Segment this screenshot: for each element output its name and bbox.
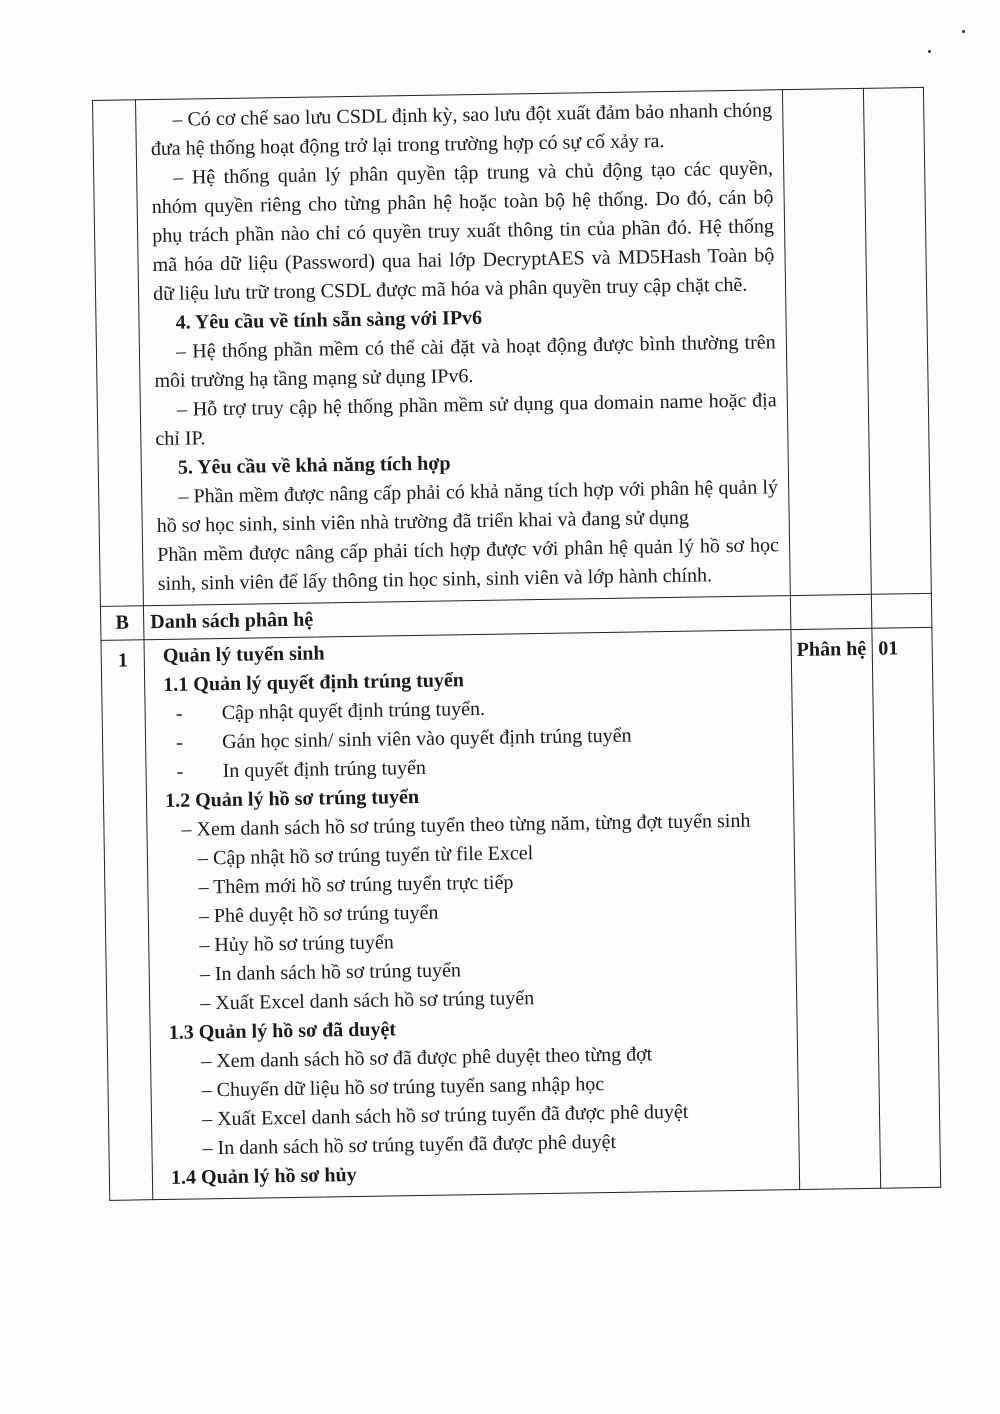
list-item: – Phê duyệt hồ sơ trúng tuyển <box>198 901 439 928</box>
list-item: – Chuyển dữ liệu hồ sơ trúng tuyển sang nhập học <box>201 1073 605 1102</box>
list-item: – In danh sách hồ sơ trúng tuyển đã được phê duyệt <box>202 1130 617 1160</box>
paragraph-backup: – Có cơ chế sao lưu CSDL định kỳ, sao lưu đột xuất đảm bảo nhanh chóng đưa hệ thống hoạt động trở lại trong trường hợp có sự cố xảy ra. <box>150 99 773 161</box>
list-item: – Xem danh sách hồ sơ đã được phê duyệt theo từng đợt <box>201 1043 653 1073</box>
unit-cell-empty <box>790 594 871 629</box>
module-title: Quản lý tuyển sinh <box>162 642 325 667</box>
section-b-title: Danh sách phân hệ <box>144 596 791 640</box>
list-item: – Xuất Excel danh sách hồ sơ trúng tuyển <box>200 987 535 1015</box>
list-item: – Hủy hồ sơ trúng tuyển <box>199 931 395 957</box>
list-item: - Gán học sinh/ sinh viên vào quyết định trúng tuyển <box>176 724 632 754</box>
paragraph-ipv6-install: – Hệ thống phần mềm có thể cài đặt và hoạt động được bình thường trên môi trường hạ tầng mạng sử dụng IPv6. <box>154 331 776 393</box>
list-item: - In quyết định trúng tuyển <box>176 756 427 783</box>
scan-mark <box>928 50 931 53</box>
qty-cell-empty <box>863 87 931 594</box>
list-item: – Xuất Excel danh sách hồ sơ trúng tuyển đã được phê duyệt <box>201 1100 689 1131</box>
paragraph-integration-2: Phần mềm được nâng cấp phải tích hợp được với phân hệ quản lý hồ sơ học sinh, sinh viên để lấy thông tin học sinh, sinh viên và lớp hành chính. <box>157 534 780 596</box>
sub-heading-1-4: 1.4 Quản lý hồ sơ hủy <box>170 1163 357 1189</box>
module-number: 1 <box>101 640 153 1201</box>
heading-ipv6: 4. Yêu cầu về tính sẵn sàng với IPv6 <box>175 306 483 334</box>
sub-heading-1-1: 1.1 Quản lý quyết định trúng tuyển <box>163 669 465 696</box>
scan-mark <box>962 30 965 33</box>
list-item: – Xem danh sách hồ sơ trúng tuyển theo từng năm, từng đợt tuyển sinh <box>181 809 751 841</box>
specification-table <box>92 87 941 1201</box>
sub-heading-1-3: 1.3 Quản lý hồ sơ đã duyệt <box>168 1018 397 1044</box>
list-item: - Cập nhật quyết định trúng tuyển. <box>175 697 486 725</box>
unit-cell-empty <box>782 88 871 595</box>
module-unit: Phân hệ <box>791 628 881 1189</box>
paragraph-integration-1: – Phần mềm được nâng cấp phải có khả năng tích hợp với phân hệ quản lý hồ sơ học sinh, sinh viên nhà trường đã triển khai và đang sử dụng <box>156 476 779 538</box>
table-row-module-1 <box>101 627 941 1200</box>
qty-cell-empty <box>871 593 932 628</box>
section-a-content <box>136 90 791 606</box>
module-1-content <box>144 630 799 1200</box>
module-quantity: 01 <box>872 627 941 1188</box>
list-item: – In danh sách hồ sơ trúng tuyển <box>199 959 462 986</box>
sub-heading-1-2: 1.2 Quản lý hồ sơ trúng tuyển <box>164 785 420 812</box>
heading-integration: 5. Yêu cầu về khả năng tích hợp <box>177 452 451 479</box>
paragraph-permissions: – Hệ thống quản lý phân quyền tập trung và chủ động tạo các quyền, nhóm quyền riêng cho từng phân hệ hoặc toàn bộ hệ thống. Do đó, cán bộ phụ trách phần nào chỉ có quyền truy xuất thông tin của phần đó. Hệ thống mã hóa dữ liệu (Password) qua hai lớp DecryptAES và MD5Hash Toàn bộ dữ liệu lưu trữ trong CSDL được mã hóa và phân quyền truy cập chặt chẽ. <box>151 157 775 306</box>
list-item: – Thêm mới hồ sơ trúng tuyển trực tiếp <box>198 871 514 899</box>
table-row-section-a <box>93 87 932 606</box>
list-item: – Cập nhật hồ sơ trúng tuyển từ file Excel <box>197 842 534 870</box>
paragraph-ipv6-access: – Hỗ trợ truy cập hệ thống phần mềm sử dụng qua domain name hoặc địa chỉ IP. <box>155 389 777 451</box>
section-b-letter: B <box>100 606 144 641</box>
